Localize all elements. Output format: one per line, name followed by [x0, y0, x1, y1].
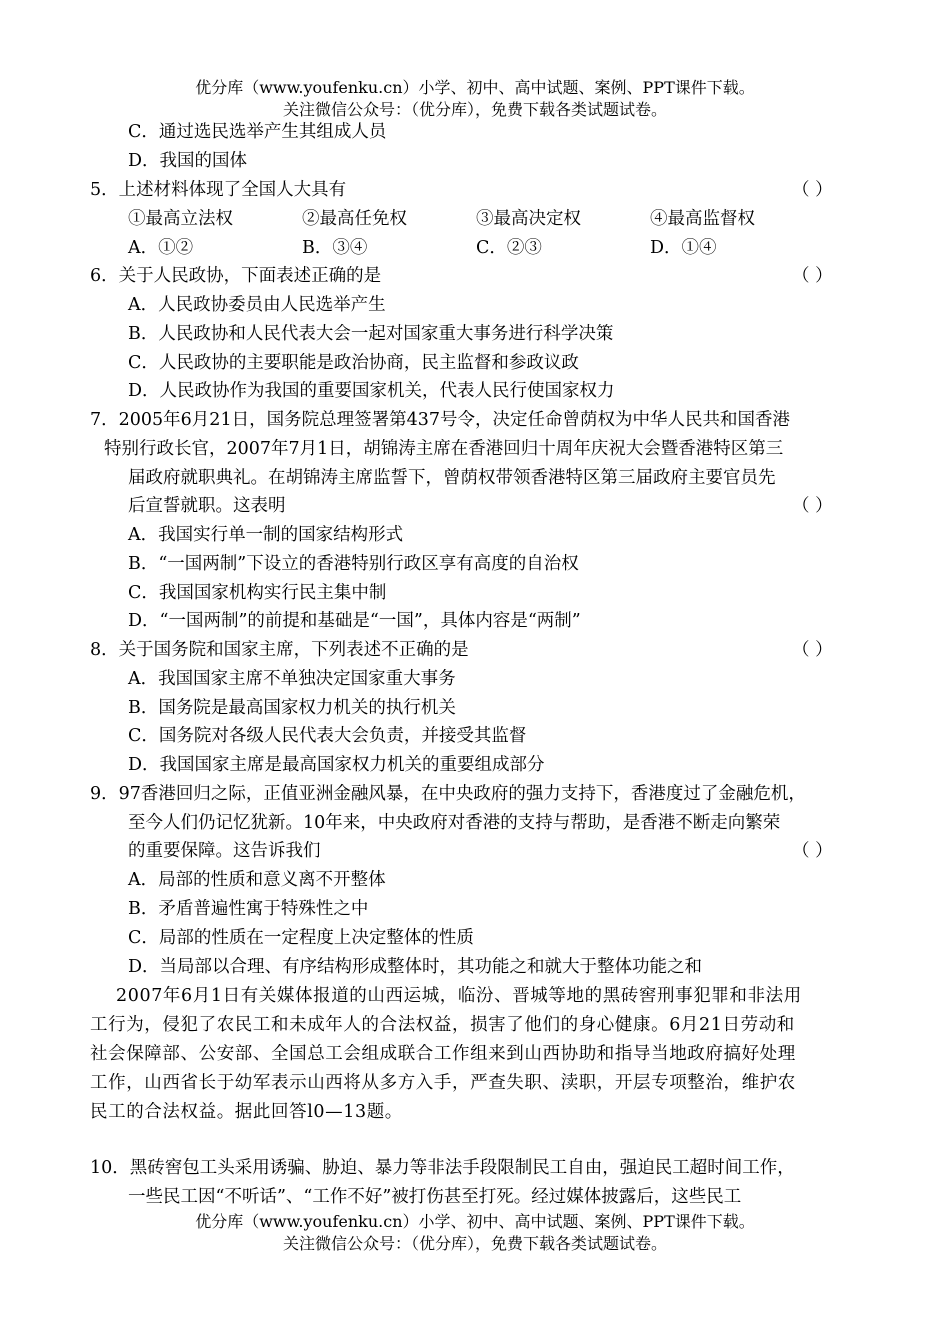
q7-stem-line-4: 后宣誓就职。这表明 — [128, 496, 286, 516]
q5-stem: 5．上述材料体现了全国人大具有 — [90, 180, 347, 200]
q5-option-a: A．①② — [128, 238, 194, 258]
q9-option-d: D．当局部以合理、有序结构形成整体时，其功能之和就大于整体功能之和 — [128, 957, 703, 977]
q5-option-c: C．②③ — [476, 238, 542, 258]
passage-line-1: 2007年6月1日有关媒体报道的山西运城，临汾、晋城等地的黑砖窖刑事犯罪和非法用 — [116, 986, 802, 1006]
q7-stem-line-2: 特别行政长官，2007年7月1日，胡锦涛主席在香港回归十周年庆祝大会暨香港特区第三 — [104, 439, 784, 459]
q6-answer-bracket: （ ） — [792, 266, 833, 286]
q8-stem: 8．关于国务院和国家主席，下列表述不正确的是 — [90, 640, 469, 660]
q7-answer-bracket: （ ） — [792, 496, 833, 516]
q9-stem-line-1: 9．97香港回归之际，正值亚洲金融风暴，在中央政府的强力支持下，香港度过了金融危机， — [90, 784, 806, 804]
q4-option-c: C．通过选民选举产生其组成人员 — [128, 122, 387, 142]
q8-option-c: C．国务院对各级人民代表大会负责，并接受其监督 — [128, 726, 527, 746]
q5-item-3: ③最高决定权 — [476, 209, 581, 229]
q8-answer-bracket: （ ） — [792, 640, 833, 660]
q7-option-d: D．“一国两制”的前提和基础是“一国”，具体内容是“两制” — [128, 611, 581, 631]
q9-option-b: B．矛盾普遍性寓于特殊性之中 — [128, 899, 369, 919]
q6-option-a: A．人民政协委员由人民选举产生 — [128, 295, 386, 315]
q6-stem: 6．关于人民政协，下面表述正确的是 — [90, 266, 382, 286]
q10-stem-line-1: 10．黑砖窖包工头采用诱骗、胁迫、暴力等非法手段限制民工自由，强迫民工超时间工作， — [90, 1158, 795, 1178]
q9-answer-bracket: （ ） — [792, 841, 833, 861]
footer-line-2: 关注微信公众号：（优分库），免费下载各类试题试卷。 — [282, 1234, 667, 1253]
q7-option-c: C．我国国家机构实行民主集中制 — [128, 583, 387, 603]
q10-stem-line-2: 一些民工因“不听话”、“工作不好”被打伤甚至打死。经过媒体披露后，这些民工 — [128, 1187, 742, 1207]
passage-line-4: 工作，山西省长于幼军表示山西将从多方入手，严查失职、渎职，开层专项整治，维护农 — [90, 1073, 796, 1093]
q6-option-b: B．人民政协和人民代表大会一起对国家重大事务进行科学决策 — [128, 324, 614, 344]
header-line-1: 优分库（www.youfenku.cn）小学、初中、高中试题、案例、PPT课件下载。 — [195, 78, 755, 97]
q8-option-a: A．我国国家主席不单独决定国家重大事务 — [128, 669, 456, 689]
footer-line-1: 优分库（www.youfenku.cn）小学、初中、高中试题、案例、PPT课件下载。 — [195, 1212, 755, 1231]
q7-option-b: B．“一国两制”下设立的香港特别行政区享有高度的自治权 — [128, 554, 579, 574]
q9-option-a: A．局部的性质和意义离不开整体 — [128, 870, 386, 890]
q9-option-c: C．局部的性质在一定程度上决定整体的性质 — [128, 928, 474, 948]
header-line-2: 关注微信公众号：（优分库），免费下载各类试题试卷。 — [282, 100, 667, 119]
q6-option-c: C．人民政协的主要职能是政治协商，民主监督和参政议政 — [128, 353, 579, 373]
q5-option-d: D．①④ — [650, 238, 717, 258]
q4-option-d: D．我国的国体 — [128, 151, 248, 171]
passage-line-2: 工行为，侵犯了农民工和未成年人的合法权益，损害了他们的身心健康。6月21日劳动和 — [90, 1015, 795, 1035]
q9-stem-line-2: 至今人们仍记忆犹新。10年来，中央政府对香港的支持与帮助，是香港不断走向繁荣 — [128, 813, 781, 833]
q7-stem-line-3: 届政府就职典礼。在胡锦涛主席监誓下，曾荫权带领香港特区第三届政府主要官员先 — [128, 468, 776, 488]
passage-line-3: 社会保障部、公安部、全国总工会组成联合工作组来到山西协助和指导当地政府搞好处理 — [90, 1044, 796, 1064]
q5-item-2: ②最高任免权 — [302, 209, 407, 229]
q5-item-1: ①最高立法权 — [128, 209, 233, 229]
q5-answer-bracket: （ ） — [792, 180, 833, 200]
q8-option-b: B．国务院是最高国家权力机关的执行机关 — [128, 698, 456, 718]
q8-option-d: D．我国国家主席是最高国家权力机关的重要组成部分 — [128, 755, 545, 775]
q5-option-b: B．③④ — [302, 238, 368, 258]
q9-stem-line-3: 的重要保障。这告诉我们 — [128, 841, 321, 861]
q6-option-d: D．人民政协作为我国的重要国家机关，代表人民行使国家权力 — [128, 381, 615, 401]
passage-line-5: 民工的合法权益。据此回答l0—13题。 — [90, 1102, 403, 1122]
q5-item-4: ④最高监督权 — [650, 209, 755, 229]
q7-option-a: A．我国实行单一制的国家结构形式 — [128, 525, 404, 545]
q7-stem-line-1: 7．2005年6月21日，国务院总理签署第437号令，决定任命曾荫权为中华人民共和国香港 — [90, 410, 790, 430]
